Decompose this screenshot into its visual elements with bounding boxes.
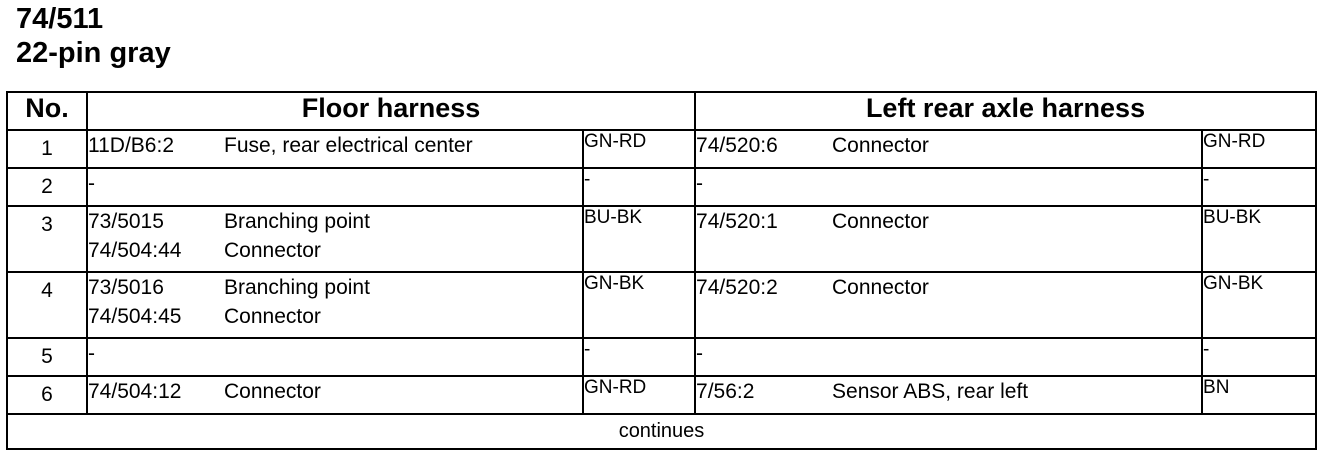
- table-header-row: [7, 92, 1316, 130]
- rear-connection: [695, 130, 1202, 168]
- connection-description: Branching point: [224, 210, 370, 233]
- floor-wire-color: -: [583, 338, 695, 376]
- floor-connection: [87, 338, 583, 376]
- table-row: [7, 130, 1316, 168]
- connection-code: 74/520:6: [696, 134, 778, 157]
- connection-code: -: [88, 172, 95, 195]
- connection-description: [832, 339, 1201, 368]
- floor-connection: [87, 130, 583, 168]
- connection-entry: [88, 302, 582, 331]
- connection-code: 74/520:1: [696, 210, 778, 233]
- connection-code: 11D/B6:2: [88, 134, 174, 157]
- connection-description: [832, 169, 1201, 198]
- floor-connection: [87, 168, 583, 206]
- header-floor-harness: Floor harness: [87, 92, 695, 130]
- connection-entry: [696, 131, 1201, 160]
- floor-wire-color: GN-BK: [583, 272, 695, 338]
- rear-wire-color: BU-BK: [1202, 206, 1316, 272]
- connection-code: -: [88, 342, 95, 365]
- connection-code: 7/56:2: [696, 380, 755, 403]
- connection-entry: [88, 169, 582, 198]
- rear-wire-color: -: [1202, 168, 1316, 206]
- connection-code: 74/520:2: [696, 276, 778, 299]
- table-row: [7, 206, 1316, 272]
- connection-description: [224, 169, 582, 198]
- rear-connection: [695, 272, 1202, 338]
- connection-description: Connector: [224, 380, 321, 403]
- connection-code: 74/504:45: [88, 305, 182, 328]
- connector-title: [16, 2, 171, 70]
- connection-code: 74/504:44: [88, 239, 182, 262]
- continues-row: [7, 414, 1316, 449]
- rear-connection: [695, 206, 1202, 272]
- floor-wire-color: -: [583, 168, 695, 206]
- rear-wire-color: GN-BK: [1202, 272, 1316, 338]
- connector-id: 74/511: [16, 3, 104, 35]
- connection-description: Branching point: [224, 276, 370, 299]
- connection-entry: [696, 339, 1201, 368]
- table-body: [7, 130, 1316, 449]
- table-row: [7, 272, 1316, 338]
- pin-number: 3: [7, 206, 87, 272]
- floor-wire-color: GN-RD: [583, 130, 695, 168]
- pin-number: 5: [7, 338, 87, 376]
- connection-entry: [696, 169, 1201, 198]
- pin-assignment-table: [6, 91, 1317, 450]
- connection-entry: [696, 273, 1201, 302]
- connection-entry: [88, 236, 582, 265]
- floor-wire-color: GN-RD: [583, 376, 695, 414]
- connection-entry: [88, 273, 582, 302]
- rear-connection: [695, 376, 1202, 414]
- connection-description: Fuse, rear electrical center: [224, 134, 473, 157]
- connection-description: Connector: [832, 276, 929, 299]
- connection-entry: [88, 377, 582, 406]
- connection-description: Connector: [832, 210, 929, 233]
- connection-entry: [696, 207, 1201, 236]
- connection-entry: [88, 131, 582, 160]
- pin-number: 2: [7, 168, 87, 206]
- connection-code: -: [696, 172, 704, 195]
- pin-number: 4: [7, 272, 87, 338]
- connection-code: 73/5015: [88, 210, 164, 233]
- floor-connection: [87, 376, 583, 414]
- connection-entry: [696, 377, 1201, 406]
- rear-connection: [695, 168, 1202, 206]
- connection-code: 73/5016: [88, 276, 164, 299]
- pin-number: 1: [7, 130, 87, 168]
- connector-description: 22-pin gray: [16, 37, 171, 69]
- connection-description: Connector: [832, 134, 929, 157]
- connection-code: 74/504:12: [88, 380, 182, 403]
- pin-number: 6: [7, 376, 87, 414]
- connection-entry: [88, 207, 582, 236]
- rear-wire-color: BN: [1202, 376, 1316, 414]
- connection-description: Sensor ABS, rear left: [832, 380, 1029, 403]
- connection-code: -: [696, 342, 704, 365]
- connection-description: [224, 339, 582, 368]
- connection-description: Connector: [224, 239, 321, 262]
- floor-wire-color: BU-BK: [583, 206, 695, 272]
- floor-connection: [87, 272, 583, 338]
- connection-entry: [88, 339, 582, 368]
- rear-wire-color: -: [1202, 338, 1316, 376]
- table-row: [7, 168, 1316, 206]
- continues-note: continues: [7, 414, 1316, 449]
- table-row: [7, 376, 1316, 414]
- rear-connection: [695, 338, 1202, 376]
- connection-description: Connector: [224, 305, 321, 328]
- floor-connection: [87, 206, 583, 272]
- header-rear-axle-harness: Left rear axle harness: [695, 92, 1316, 130]
- header-no: No.: [7, 92, 87, 130]
- table-row: [7, 338, 1316, 376]
- rear-wire-color: GN-RD: [1202, 130, 1316, 168]
